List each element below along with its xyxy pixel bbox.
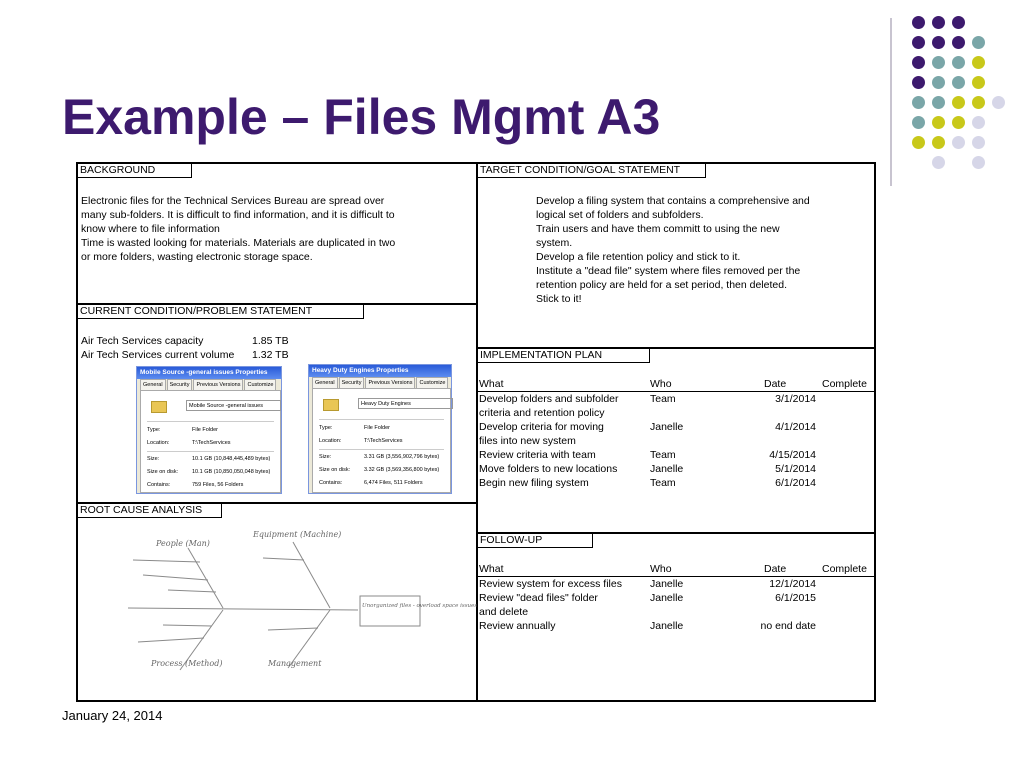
- background-line: know where to file information: [81, 223, 220, 235]
- background-text: [81, 194, 395, 264]
- decorative-dot: [992, 96, 1005, 109]
- col-what: What: [479, 563, 504, 575]
- table-row: [478, 420, 876, 434]
- follow-up-rows: [478, 577, 876, 633]
- prop-value: 6,474 Files, 511 Folders: [364, 480, 423, 486]
- implementation-header: IMPLEMENTATION PLAN: [478, 349, 650, 363]
- prop-key: Size:: [147, 456, 160, 462]
- equipment-label: Equipment (Machine): [253, 530, 342, 539]
- cause-line: [138, 638, 204, 642]
- volume-label: Air Tech Services current volume: [81, 349, 235, 361]
- decorative-dot: [952, 56, 965, 69]
- col-complete: Complete: [822, 563, 867, 575]
- background-line: many sub-folders. It is difficult to find information, and it is difficult to: [81, 209, 395, 221]
- prop-value: 759 Files, 56 Folders: [192, 482, 244, 488]
- capacity-row: [81, 334, 381, 348]
- decorative-dot: [952, 36, 965, 49]
- table-row: [478, 591, 876, 605]
- cell-who: Janelle: [650, 421, 684, 433]
- cell-who: Team: [650, 393, 676, 405]
- table-header-row: [478, 562, 876, 577]
- separator: [319, 419, 444, 420]
- target-line: Institute a "dead file" system where files removed per the: [536, 265, 801, 277]
- target-condition-header: TARGET CONDITION/GOAL STATEMENT: [478, 164, 706, 178]
- target-line: Develop a filing system that contains a comprehensive and: [536, 195, 810, 207]
- folder-name-field: Mobile Source -general issues: [186, 400, 281, 411]
- col-who: Who: [650, 378, 672, 390]
- col-date: Date: [764, 563, 787, 575]
- table-row: [478, 462, 876, 476]
- decorative-dot: [952, 96, 965, 109]
- decorative-dot: [932, 16, 945, 29]
- decorative-dot: [972, 56, 985, 69]
- target-line: Stick to it!: [536, 293, 582, 305]
- table-row: [478, 392, 876, 406]
- cell-what: Move folders to new locations: [479, 463, 618, 475]
- table-row: [478, 619, 876, 633]
- slide-title: Example – Files Mgmt A3: [62, 89, 661, 145]
- tab-previous-versions: Previous Versions: [193, 379, 243, 391]
- tab-customize: Customize: [416, 377, 448, 389]
- prop-key: Location:: [319, 438, 342, 444]
- decorative-dot: [912, 136, 925, 149]
- tab-security: Security: [167, 379, 193, 391]
- a3-report-frame: [76, 162, 876, 702]
- decorative-dot: [912, 16, 925, 29]
- follow-up-header: FOLLOW-UP: [478, 534, 593, 548]
- cell-date: 3/1/2014: [775, 393, 816, 405]
- table-row: [478, 448, 876, 462]
- prop-value: 3.31 GB (3,556,902,796 bytes): [364, 454, 440, 460]
- prop-value: T:\TechServices: [364, 438, 403, 444]
- cell-who: Janelle: [650, 592, 684, 604]
- target-line: Develop a file retention policy and stick to it.: [536, 251, 741, 263]
- cell-what: Develop folders and subfolder: [479, 393, 619, 405]
- decorative-dot: [972, 136, 985, 149]
- decorative-dot: [952, 76, 965, 89]
- tab-customize: Customize: [244, 379, 276, 391]
- prop-value: 10.1 GB (10,848,445,489 bytes): [192, 456, 271, 462]
- col-what: What: [479, 378, 504, 390]
- prop-key: Type:: [147, 427, 161, 433]
- cause-line: [163, 625, 212, 626]
- target-line: logical set of folders and subfolders.: [536, 209, 704, 221]
- slide-date: January 24, 2014: [62, 708, 163, 723]
- table-row: [478, 406, 876, 420]
- prop-key: Size on disk:: [147, 469, 179, 475]
- decorative-dot: [912, 36, 925, 49]
- tab-general: General: [140, 379, 166, 391]
- effect-box: [360, 596, 420, 626]
- root-cause-header: ROOT CAUSE ANALYSIS: [78, 504, 222, 518]
- decorative-dot: [932, 156, 945, 169]
- fishbone-diagram: [108, 520, 478, 680]
- cell-date: no end date: [760, 620, 816, 632]
- decorative-dot: [932, 96, 945, 109]
- decorative-dot: [932, 136, 945, 149]
- separator: [147, 421, 274, 422]
- cell-what: Review system for excess files: [479, 578, 622, 590]
- prop-value: File Folder: [364, 425, 390, 431]
- cell-what: Develop criteria for moving: [479, 421, 604, 433]
- prop-value: File Folder: [192, 427, 218, 433]
- cell-what: Review criteria with team: [479, 449, 596, 461]
- decorative-dot: [932, 76, 945, 89]
- cause-line: [263, 558, 304, 560]
- decorative-dot: [932, 36, 945, 49]
- tab-previous-versions: Previous Versions: [365, 377, 415, 389]
- prop-key: Size on disk:: [319, 467, 351, 473]
- col-date: Date: [764, 378, 787, 390]
- cause-line: [143, 575, 208, 580]
- separator: [319, 449, 444, 450]
- decorative-dot: [932, 56, 945, 69]
- cause-line: [268, 628, 318, 630]
- decorative-dot: [912, 56, 925, 69]
- decorative-dot: [972, 36, 985, 49]
- prop-value: 10.1 GB (10,850,050,048 bytes): [192, 469, 271, 475]
- background-line: or more folders, wasting electronic storage space.: [81, 251, 313, 263]
- cell-who: Janelle: [650, 463, 684, 475]
- folder-name-field: Heavy Duty Engines: [358, 398, 453, 409]
- implementation-table: [478, 377, 876, 490]
- cause-line: [168, 590, 216, 592]
- cell-date: 6/1/2015: [775, 592, 816, 604]
- cell-date: 12/1/2014: [769, 578, 816, 590]
- current-condition-header: CURRENT CONDITION/PROBLEM STATEMENT: [78, 305, 364, 319]
- table-header-row: [478, 377, 876, 392]
- capacity-label: Air Tech Services capacity: [81, 335, 204, 347]
- target-condition-text: [536, 194, 810, 306]
- table-row: [478, 476, 876, 490]
- implementation-rows: [478, 392, 876, 490]
- equipment-bone: [293, 542, 330, 608]
- decorative-dot: [952, 16, 965, 29]
- background-line: Electronic files for the Technical Services Bureau are spread over: [81, 195, 385, 207]
- table-row: [478, 577, 876, 591]
- decorative-dot: [912, 116, 925, 129]
- decorative-vertical-line: [890, 18, 892, 186]
- col-complete: Complete: [822, 378, 867, 390]
- window-title: Mobile Source -general issues Properties: [137, 367, 281, 379]
- cell-who: Janelle: [650, 620, 684, 632]
- effect-label: Unorganized files - overload space issues: [362, 603, 478, 609]
- cell-date: 4/1/2014: [775, 421, 816, 433]
- properties-window-heavy-duty: [308, 364, 452, 494]
- cell-what: criteria and retention policy: [479, 407, 605, 419]
- target-line: system.: [536, 237, 573, 249]
- decorative-dot: [972, 156, 985, 169]
- management-label: Management: [268, 659, 322, 668]
- decorative-dot: [972, 116, 985, 129]
- window-panel: [140, 390, 281, 493]
- decorative-dot: [972, 96, 985, 109]
- decorative-dot: [952, 136, 965, 149]
- decorative-dot: [972, 76, 985, 89]
- cell-what: and delete: [479, 606, 529, 618]
- separator: [147, 451, 274, 452]
- people-bone: [188, 548, 223, 608]
- prop-key: Size:: [319, 454, 332, 460]
- capacity-value: 1.85 TB: [252, 335, 289, 347]
- cause-line: [133, 560, 200, 562]
- background-line: Time is wasted looking for materials. Materials are duplicated in two: [81, 237, 396, 249]
- decorative-dot: [912, 96, 925, 109]
- decorative-dot: [932, 116, 945, 129]
- decorative-dot: [952, 116, 965, 129]
- col-who: Who: [650, 563, 672, 575]
- follow-up-table: [478, 562, 876, 633]
- folder-icon: [151, 401, 167, 413]
- cell-date: 5/1/2014: [775, 463, 816, 475]
- cell-what: files into new system: [479, 435, 576, 447]
- cell-what: Review annually: [479, 620, 556, 632]
- table-row: [478, 605, 876, 619]
- table-row: [478, 434, 876, 448]
- tab-general: General: [312, 377, 338, 389]
- current-condition-text: [81, 334, 381, 362]
- prop-value: T:\TechServices: [192, 440, 231, 446]
- decorative-dot: [912, 76, 925, 89]
- window-panel: [312, 388, 451, 493]
- folder-icon: [323, 399, 339, 411]
- prop-key: Type:: [319, 425, 333, 431]
- cell-date: 4/15/2014: [769, 449, 816, 461]
- prop-key: Location:: [147, 440, 170, 446]
- prop-key: Contains:: [147, 482, 171, 488]
- window-title: Heavy Duty Engines Properties: [309, 365, 451, 377]
- cell-who: Janelle: [650, 578, 684, 590]
- volume-value: 1.32 TB: [252, 349, 289, 361]
- properties-window-mobile-source: [136, 366, 282, 494]
- prop-key: Contains:: [319, 480, 343, 486]
- cell-what: Begin new filing system: [479, 477, 589, 489]
- process-label: Process (Method): [151, 659, 223, 668]
- target-line: Train users and have them committ to using the new: [536, 223, 780, 235]
- people-label: People (Man): [156, 539, 210, 548]
- volume-row: [81, 348, 381, 362]
- cell-who: Team: [650, 449, 676, 461]
- cell-who: Team: [650, 477, 676, 489]
- cell-date: 6/1/2014: [775, 477, 816, 489]
- fishbone-spine: [128, 608, 358, 610]
- cell-what: Review "dead files" folder: [479, 592, 598, 604]
- target-line: retention policy are held for a set period, then deleted.: [536, 279, 787, 291]
- tab-security: Security: [339, 377, 365, 389]
- window-tabs: [309, 377, 451, 388]
- background-header: BACKGROUND: [78, 164, 192, 178]
- window-tabs: [137, 379, 281, 390]
- prop-value: 3.32 GB (3,569,356,800 bytes): [364, 467, 440, 473]
